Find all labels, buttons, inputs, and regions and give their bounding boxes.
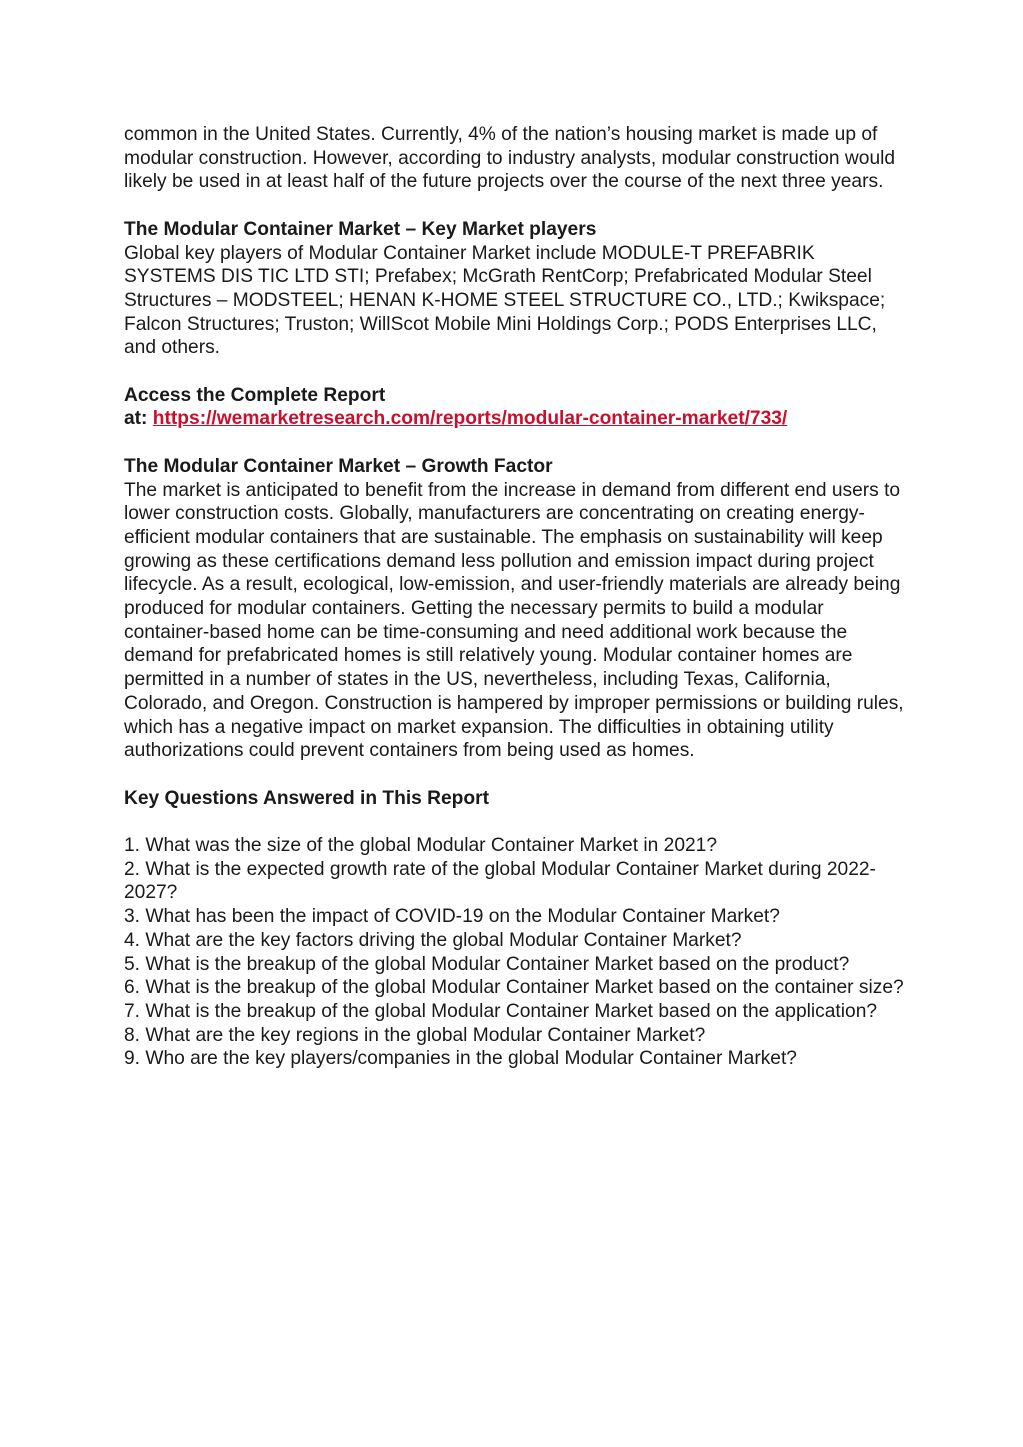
question-item: 1. What was the size of the global Modular Container Market in 2021? <box>124 835 718 857</box>
access-report-prefix: at: <box>124 408 148 430</box>
intro-paragraph: common in the United States. Currently, 4% of the nation’s housing market is made up of modular construction. However, according to industry analysts, modular construction would likely be used in at least half of the future projects over the course of the next three years. <box>124 124 896 193</box>
key-players-heading: The Modular Container Market – Key Market players <box>124 218 597 240</box>
spacer <box>124 810 904 834</box>
question-item: 4. What are the key factors driving the global Modular Container Market? <box>124 929 742 951</box>
question-item: 9. Who are the key players/companies in the global Modular Container Market? <box>124 1048 797 1070</box>
document-page <box>124 123 904 1071</box>
spacer <box>124 763 904 787</box>
key-questions-heading: Key Questions Answered in This Report <box>124 787 489 809</box>
spacer <box>124 194 904 218</box>
question-item: 7. What is the breakup of the global Modular Container Market based on the application? <box>124 1000 878 1022</box>
question-item: 3. What has been the impact of COVID-19 on the Modular Container Market? <box>124 906 780 928</box>
growth-factor-paragraph: The market is anticipated to benefit from the increase in demand from different end users to lower construction costs. Globally, manufacturers are concentrating on creating energy-efficient modular containers that are sustainable. The emphasis on sustainability will keep growing as these certifications demand less pollution and emission impact during project lifecycle. As a result, ecological, low-emission, and user-friendly materials are already being produced for modular containers. Getting the necessary permits to build a modular container-based home can be time-consuming and need additional work because the demand for prefabricated homes is still relatively young. Modular container homes are permitted in a number of states in the US, nevertheless, including Texas, California, Colorado, and Oregon. Construction is hampered by improper permissions or building rules, which has a negative impact on market expansion. The difficulties in obtaining utility authorizations could prevent containers from being used as homes. <box>124 479 904 762</box>
growth-factor-heading: The Modular Container Market – Growth Factor <box>124 455 553 477</box>
report-link[interactable]: https://wemarketresearch.com/reports/modular-container-market/733/ <box>152 408 788 430</box>
question-item: 2. What is the expected growth rate of the global Modular Container Market during 2022-2027? <box>124 858 876 904</box>
key-players-paragraph: Global key players of Modular Container Market include MODULE-T PREFABRIK SYSTEMS DIS TIC LTD STI; Prefabex; McGrath RentCorp; Prefabricated Modular Steel Structures – MODSTEEL; HENAN K-HOME STEEL STRUCTURE CO., LTD.; Kwikspace; Falcon Structures; Truston; WillScot Mobile Mini Holdings Corp.; PODS Enterprises LLC, and others. <box>124 242 886 359</box>
question-item: 6. What is the breakup of the global Modular Container Market based on the container size? <box>124 977 904 999</box>
spacer <box>124 360 904 384</box>
question-item: 5. What is the breakup of the global Modular Container Market based on the product? <box>124 953 850 975</box>
question-item: 8. What are the key regions in the global Modular Container Market? <box>124 1024 706 1046</box>
spacer <box>124 431 904 455</box>
access-report-line <box>124 407 904 431</box>
access-report-heading: Access the Complete Report <box>124 384 386 406</box>
